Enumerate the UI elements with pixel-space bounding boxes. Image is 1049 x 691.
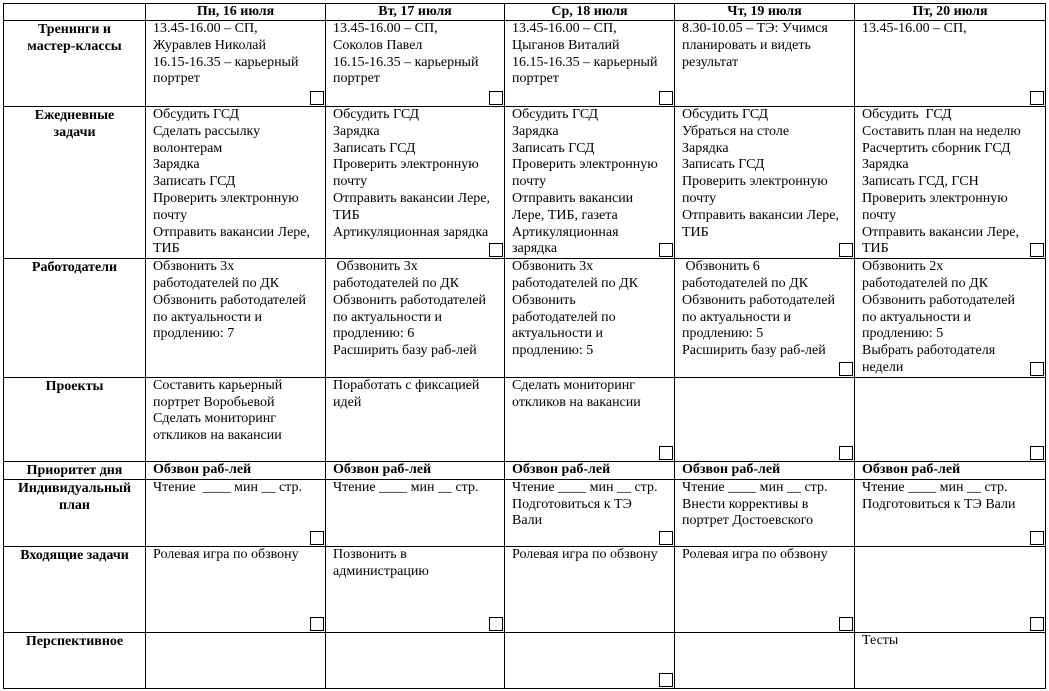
task-line: Отправить вакансии Лере, (862, 224, 1020, 240)
task-line: Обзвонить работодателей (682, 292, 835, 308)
cell-day-priority-thu[interactable] (675, 461, 855, 479)
task-line: ТИБ (153, 241, 180, 257)
done-checkbox[interactable] (839, 243, 853, 257)
done-checkbox[interactable] (310, 531, 324, 545)
task-line: Обсудить ГСД (333, 107, 420, 122)
task-line: почту (682, 190, 717, 206)
cell-text (146, 547, 325, 564)
task-line: Сделать рассылку (153, 123, 261, 139)
task-line: Подготовиться к ТЭ (512, 496, 632, 512)
task-line: 16.15-16.35 – карьерный (512, 54, 658, 70)
task-line: администрацию (333, 563, 429, 579)
task-line: Проверить электронную (153, 190, 299, 206)
row-label-line: мастер-классы (27, 39, 122, 54)
cell-text (675, 480, 854, 530)
cell-projects-thu[interactable] (675, 377, 855, 461)
cell-perspective-fri[interactable] (855, 632, 1046, 688)
row-perspective (4, 632, 1046, 688)
task-line: Обзвонить работодателей (862, 292, 1015, 308)
row-label-individual-plan (4, 479, 146, 546)
task-line: по актуальности и (333, 309, 442, 325)
task-line: Обзвон раб-лей (512, 461, 611, 477)
row-label-line: Работодатели (31, 260, 118, 276)
task-line: Записать ГСД (682, 157, 765, 173)
task-line: по актуальности и (153, 309, 262, 325)
cell-text (326, 547, 504, 581)
cell-incoming-tasks-tue[interactable] (326, 546, 505, 632)
task-line: откликов на вакансии (153, 428, 282, 444)
task-line: работодателей по ДК (512, 275, 639, 291)
task-line: Поработать с фиксацией (333, 377, 480, 393)
task-line: 16.15-16.35 – карьерный (153, 54, 299, 70)
cell-text (146, 259, 325, 343)
cell-projects-mon[interactable] (146, 377, 326, 461)
task-line: Обзвонить работодателей (333, 292, 486, 308)
task-line: портрет Достоевского (682, 513, 814, 529)
task-line: Проверить электронную (333, 157, 479, 173)
task-line: Чтение ____ мин __ стр. (153, 479, 302, 495)
cell-trainings-wed[interactable] (505, 21, 675, 107)
cell-text (855, 107, 1045, 258)
task-line: 13.45-16.00 – СП, (862, 21, 967, 36)
done-checkbox[interactable] (310, 617, 324, 631)
task-line: Ролевая игра по обзвону (512, 546, 658, 562)
cell-employers-mon[interactable] (146, 259, 326, 378)
task-line: Зарядка (512, 123, 559, 139)
task-line: Обзвон раб-лей (862, 461, 961, 477)
task-line: Лере, ТИБ, газета (512, 207, 618, 223)
task-line: работодателей по ДК (153, 275, 280, 291)
cell-trainings-thu[interactable] (675, 21, 855, 107)
row-label-line: Проекты (45, 378, 104, 394)
cell-text (326, 462, 504, 479)
task-line: Записать ГСД (153, 174, 236, 190)
task-line: Обзвонить 2х (862, 259, 944, 275)
task-line: работодателей по ДК (862, 275, 989, 291)
task-line: Соколов Павел (333, 37, 423, 53)
done-checkbox[interactable] (839, 617, 853, 631)
row-label-line: Перспективное (25, 633, 124, 649)
weekly-planner-table (3, 3, 1046, 689)
cell-employers-tue[interactable] (326, 259, 505, 378)
cell-day-priority-fri[interactable] (855, 461, 1046, 479)
task-line: Чтение ____ мин __ стр. (862, 479, 1008, 495)
cell-text (505, 107, 674, 258)
task-line: продлению: 7 (153, 326, 235, 342)
cell-text (326, 480, 504, 497)
row-incoming-tasks (4, 546, 1046, 632)
cell-incoming-tasks-wed[interactable] (505, 546, 675, 632)
cell-text (146, 378, 325, 445)
task-line: 13.45-16.00 – СП, (153, 21, 258, 36)
cell-incoming-tasks-thu[interactable] (675, 546, 855, 632)
cell-daily-tasks-tue[interactable] (326, 107, 505, 259)
row-trainings (4, 21, 1046, 107)
cell-day-priority-mon[interactable] (146, 461, 326, 479)
cell-text (675, 547, 854, 564)
task-line: Отправить вакансии Лере, (153, 224, 311, 240)
cell-employers-fri[interactable] (855, 259, 1046, 378)
cell-text (855, 259, 1045, 377)
row-daily-tasks (4, 107, 1046, 259)
task-line: Обсудить ГСД (512, 107, 599, 122)
done-checkbox[interactable] (1030, 91, 1044, 105)
task-line: Подготовиться к ТЭ Вали (862, 496, 1016, 512)
task-line: Вали (512, 513, 543, 529)
row-day-priority (4, 461, 1046, 479)
done-checkbox[interactable] (839, 362, 853, 376)
cell-text (326, 378, 504, 412)
task-line: Записать ГСД (333, 140, 416, 156)
task-line: Внести коррективы в (682, 496, 809, 512)
task-line: Проверить электронную (682, 174, 828, 190)
cell-text (326, 21, 504, 88)
task-line: Отправить вакансии Лере, (333, 190, 491, 206)
task-line: Расширить базу раб-лей (682, 343, 826, 359)
cell-trainings-fri[interactable] (855, 21, 1046, 107)
task-line: Артикуляционная зарядка (333, 224, 489, 240)
done-checkbox[interactable] (1030, 243, 1044, 257)
task-line: Обзвонить 3х (512, 259, 594, 275)
row-label-line: Приоритет дня (26, 462, 123, 478)
task-line: Обзвон раб-лей (682, 461, 781, 477)
cell-perspective-thu[interactable] (675, 632, 855, 688)
cell-text (505, 378, 674, 412)
cell-trainings-tue[interactable] (326, 21, 505, 107)
row-label-line: Ежедневные (34, 108, 115, 123)
cell-text (505, 462, 674, 479)
cell-text (146, 480, 325, 497)
task-line: продлению: 5 (512, 343, 594, 359)
done-checkbox[interactable] (839, 446, 853, 460)
cell-incoming-tasks-mon[interactable] (146, 546, 326, 632)
cell-text (505, 259, 674, 360)
done-checkbox[interactable] (310, 91, 324, 105)
task-line: по актуальности и (682, 309, 791, 325)
task-line: Зарядка (682, 140, 729, 156)
task-line: Обзвонить 3х (153, 259, 235, 275)
cell-trainings-mon[interactable] (146, 21, 326, 107)
cell-text (675, 462, 854, 479)
cell-text (855, 21, 1045, 38)
task-line: Ролевая игра по обзвону (153, 546, 299, 562)
done-checkbox[interactable] (1030, 362, 1044, 376)
day-header-tue: Вт, 17 июля (326, 4, 505, 21)
task-line: Чтение ____ мин __ стр. (512, 479, 658, 495)
cell-daily-tasks-wed[interactable] (505, 107, 675, 259)
task-line: откликов на вакансии (512, 394, 641, 410)
task-line: Расчертить сборник ГСД (862, 140, 1011, 156)
cell-text (326, 259, 504, 360)
task-line: Обзвонить 3х (333, 259, 418, 275)
cell-individual-plan-wed[interactable] (505, 479, 675, 546)
task-line: Убраться на столе (682, 123, 790, 139)
day-header-thu: Чт, 19 июля (675, 4, 855, 21)
task-line: Журавлев Николай (153, 37, 267, 53)
task-line: Обзвонить работодателей (153, 292, 306, 308)
cell-incoming-tasks-fri[interactable] (855, 546, 1046, 632)
task-line: 13.45-16.00 – СП, (512, 21, 617, 36)
row-label-projects (4, 377, 146, 461)
done-checkbox[interactable] (659, 531, 673, 545)
task-line: Отправить вакансии Лере, (682, 207, 840, 223)
task-line: 16.15-16.35 – карьерный (333, 54, 479, 70)
cell-text (855, 480, 1045, 514)
header-row (4, 4, 1046, 21)
cell-daily-tasks-thu[interactable] (675, 107, 855, 259)
task-line: Записать ГСД, ГСН (862, 174, 979, 190)
task-line: Обсудить ГСД (153, 107, 240, 122)
done-checkbox[interactable] (659, 243, 673, 257)
row-label-daily-tasks (4, 107, 146, 259)
task-line: портрет (333, 71, 380, 87)
row-label-line: Тренинги и (38, 22, 111, 37)
task-line: актуальности и (512, 326, 603, 342)
cell-text (855, 462, 1045, 479)
task-line: Обсудить ГСД (862, 107, 952, 122)
cell-text (146, 21, 325, 88)
cell-individual-plan-mon[interactable] (146, 479, 326, 546)
done-checkbox[interactable] (659, 91, 673, 105)
day-header-wed: Ср, 18 июля (505, 4, 675, 21)
done-checkbox[interactable] (489, 243, 503, 257)
task-line: портрет (512, 71, 559, 87)
corner-cell (4, 4, 146, 21)
cell-text (505, 547, 674, 564)
cell-text (675, 21, 854, 71)
task-line: почту (153, 207, 188, 223)
task-line: ТИБ (862, 241, 889, 257)
task-line: ТИБ (682, 224, 709, 240)
task-line: Чтение ____ мин __ стр. (333, 479, 479, 495)
task-line: Чтение ____ мин __ стр. (682, 479, 828, 495)
done-checkbox[interactable] (489, 91, 503, 105)
done-checkbox[interactable] (659, 446, 673, 460)
row-employers (4, 259, 1046, 378)
task-line: продлению: 5 (682, 326, 764, 342)
task-line: Составить карьерный (153, 377, 283, 393)
task-line: Цыганов Виталий (512, 37, 620, 53)
row-individual-plan (4, 479, 1046, 546)
cell-perspective-mon[interactable] (146, 632, 326, 688)
task-line: Проверить электронную (862, 190, 1008, 206)
row-label-employers (4, 259, 146, 378)
task-line: Зарядка (333, 123, 380, 139)
task-line: портрет (153, 71, 200, 87)
cell-individual-plan-tue[interactable] (326, 479, 505, 546)
row-label-perspective (4, 632, 146, 688)
task-line: Записать ГСД (512, 140, 595, 156)
cell-text (505, 21, 674, 88)
cell-text (675, 259, 854, 360)
task-line: продлению: 5 (862, 326, 944, 342)
row-projects (4, 377, 1046, 461)
task-line: результат (682, 54, 739, 70)
task-line: Обзвонить 6 (682, 259, 760, 275)
task-line: 13.45-16.00 – СП, (333, 21, 438, 36)
day-header-mon: Пн, 16 июля (146, 4, 326, 21)
task-line: работодателей по (512, 309, 616, 325)
task-line: продлению: 6 (333, 326, 415, 342)
task-line: Проверить электронную (512, 157, 658, 173)
task-line: Обзвон раб-лей (333, 461, 432, 477)
task-line: Зарядка (862, 157, 909, 173)
row-label-incoming-tasks (4, 546, 146, 632)
cell-individual-plan-thu[interactable] (675, 479, 855, 546)
task-line: почту (862, 207, 897, 223)
row-label-line: план (59, 497, 90, 513)
cell-employers-thu[interactable] (675, 259, 855, 378)
done-checkbox[interactable] (489, 617, 503, 631)
task-line: Составить план на неделю (862, 123, 1021, 139)
task-line: Тесты (862, 632, 899, 648)
task-line: Расширить базу раб-лей (333, 343, 477, 359)
task-line: Сделать мониторинг (512, 377, 636, 393)
day-header-fri: Пт, 20 июля (855, 4, 1046, 21)
cell-projects-tue[interactable] (326, 377, 505, 461)
task-line: почту (512, 174, 547, 190)
row-label-line: Индивидуальный (17, 480, 132, 496)
cell-text (855, 633, 1045, 650)
task-line: Артикуляционная (512, 224, 619, 240)
cell-text (146, 107, 325, 258)
cell-daily-tasks-mon[interactable] (146, 107, 326, 259)
row-label-line: задачи (53, 125, 96, 140)
cell-text (675, 107, 854, 241)
task-line: 8.30-10.05 – ТЭ: Учимся (682, 21, 828, 36)
row-label-line: Входящие задачи (20, 547, 129, 563)
cell-text (505, 480, 674, 530)
cell-perspective-wed[interactable] (505, 632, 675, 688)
task-line: работодателей по ДК (333, 275, 460, 291)
done-checkbox[interactable] (1030, 531, 1044, 545)
task-line: Обзвон раб-лей (153, 461, 252, 477)
task-line: Обзвонить (512, 292, 576, 308)
cell-day-priority-tue[interactable] (326, 461, 505, 479)
task-line: Выбрать работодателя (862, 343, 996, 359)
done-checkbox[interactable] (1030, 446, 1044, 460)
cell-projects-fri[interactable] (855, 377, 1046, 461)
cell-day-priority-wed[interactable] (505, 461, 675, 479)
task-line: Отправить вакансии (512, 190, 634, 206)
task-line: зарядка (512, 241, 558, 257)
task-line: Позвонить в (333, 546, 407, 562)
row-label-trainings (4, 21, 146, 107)
cell-projects-wed[interactable] (505, 377, 675, 461)
cell-daily-tasks-fri[interactable] (855, 107, 1046, 259)
cell-text (146, 462, 325, 479)
task-line: Зарядка (153, 157, 200, 173)
done-checkbox[interactable] (1030, 617, 1044, 631)
cell-individual-plan-fri[interactable] (855, 479, 1046, 546)
task-line: Ролевая игра по обзвону (682, 546, 828, 562)
row-label-day-priority (4, 461, 146, 479)
done-checkbox[interactable] (659, 673, 673, 687)
task-line: идей (333, 394, 362, 410)
task-line: по актуальности и (862, 309, 971, 325)
task-line: портрет Воробьевой (153, 394, 275, 410)
task-line: почту (333, 174, 368, 190)
task-line: Сделать мониторинг (153, 411, 277, 427)
cell-employers-wed[interactable] (505, 259, 675, 378)
cell-perspective-tue[interactable] (326, 632, 505, 688)
task-line: ТИБ (333, 207, 360, 223)
task-line: Обсудить ГСД (682, 107, 769, 122)
task-line: работодателей по ДК (682, 275, 809, 291)
task-line: планировать и видеть (682, 37, 811, 53)
task-line: волонтерам (153, 140, 223, 156)
task-line: недели (862, 359, 904, 375)
cell-text (326, 107, 504, 241)
